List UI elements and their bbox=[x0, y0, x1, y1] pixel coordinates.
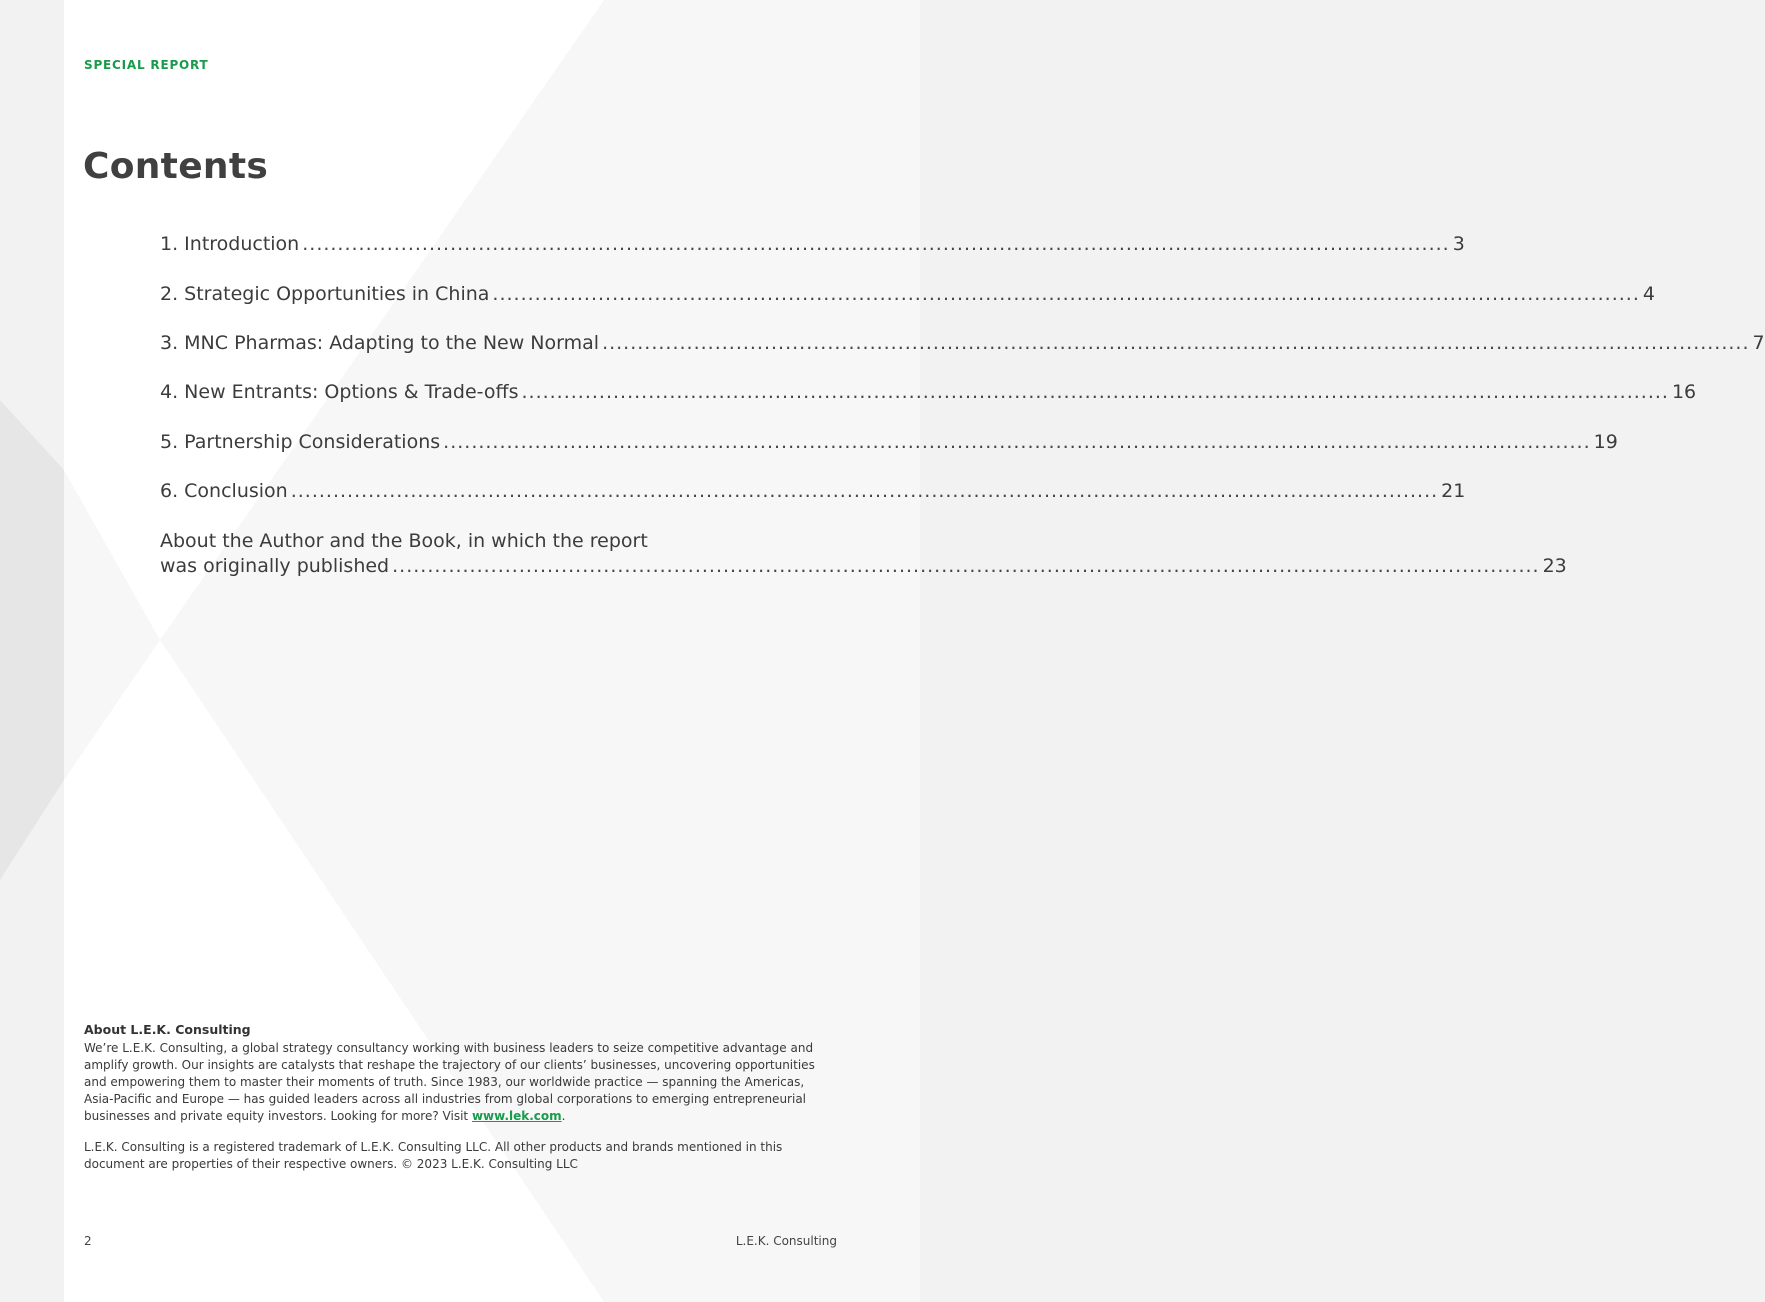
toc-item-about-author-line1[interactable]: About the Author and the Book, in which the report bbox=[160, 530, 648, 552]
toc-item-mnc-pharmas[interactable] bbox=[160, 332, 1765, 354]
toc-item-label: 1. Introduction bbox=[160, 233, 300, 255]
toc-item-strategic-opportunities[interactable] bbox=[160, 283, 1655, 305]
website-link[interactable]: www.lek.com bbox=[471, 1109, 562, 1123]
about-paragraph bbox=[84, 1040, 836, 1125]
toc-item-page: 21 bbox=[1441, 480, 1466, 502]
toc-item-label: was originally published bbox=[160, 555, 390, 577]
toc-item-label: 4. New Entrants: Options & Trade-offs bbox=[160, 381, 519, 403]
toc-leader: ................................................................................................................................................................... bbox=[302, 233, 1450, 255]
toc-item-page: 19 bbox=[1593, 431, 1618, 453]
toc-leader: ................................................................................................................................................................... bbox=[521, 381, 1669, 403]
toc-item-page: 7 bbox=[1752, 332, 1765, 354]
section-eyebrow: SPECIAL REPORT bbox=[84, 58, 209, 72]
toc-item-label: 5. Partnership Considerations bbox=[160, 431, 441, 453]
toc-item-label: 6. Conclusion bbox=[160, 480, 288, 502]
trademark-notice: L.E.K. Consulting is a registered trademark of L.E.K. Consulting LLC. All other products and brands mentioned in this document are properties of their respective owners. © 2023 L.E.K. Consulting LLC bbox=[84, 1140, 783, 1171]
toc-leader: ................................................................................................................................................................... bbox=[290, 480, 1439, 502]
about-period: . bbox=[561, 1109, 566, 1123]
footer-brand: L.E.K. Consulting bbox=[735, 1234, 837, 1248]
toc-leader: ................................................................................................................................................................... bbox=[492, 283, 1640, 305]
toc-item-page: 4 bbox=[1642, 283, 1655, 305]
toc-leader: ................................................................................................................................................................... bbox=[392, 555, 1540, 577]
about-heading: About L.E.K. Consulting bbox=[84, 1022, 251, 1037]
toc-item-new-entrants[interactable] bbox=[160, 381, 1697, 403]
toc-item-page: 23 bbox=[1542, 555, 1567, 577]
page-title: Contents bbox=[83, 146, 269, 187]
toc-leader: ................................................................................................................................................................... bbox=[602, 332, 1750, 354]
toc-item-introduction[interactable] bbox=[160, 233, 1465, 255]
toc-item-label: 3. MNC Pharmas: Adapting to the New Normal bbox=[160, 332, 600, 354]
toc-item-label: 2. Strategic Opportunities in China bbox=[160, 283, 490, 305]
toc-item-page: 16 bbox=[1671, 381, 1697, 403]
toc-item-about-author[interactable] bbox=[160, 555, 1567, 577]
toc-item-partnership[interactable] bbox=[160, 431, 1618, 453]
toc-leader: ................................................................................................................................................................... bbox=[443, 431, 1591, 453]
toc-item-page: 3 bbox=[1452, 233, 1465, 255]
footer-page-number: 2 bbox=[84, 1234, 92, 1248]
about-body-text: We’re L.E.K. Consulting, a global strategy consultancy working with business leaders to seize competitive advantage and amplify growth. Our insights are catalysts that reshape the trajectory of our clients’ businesses, uncovering opportunities and empowering them to master their moments of truth. Since 1983, our worldwide practice — spanning the Americas, Asia-Pacific and Europe — has guided leaders across all industries from global corporations to emerging entrepreneurial businesses and private equity investors. Looking for more? Visit bbox=[84, 1041, 815, 1123]
toc-item-conclusion[interactable] bbox=[160, 480, 1466, 502]
